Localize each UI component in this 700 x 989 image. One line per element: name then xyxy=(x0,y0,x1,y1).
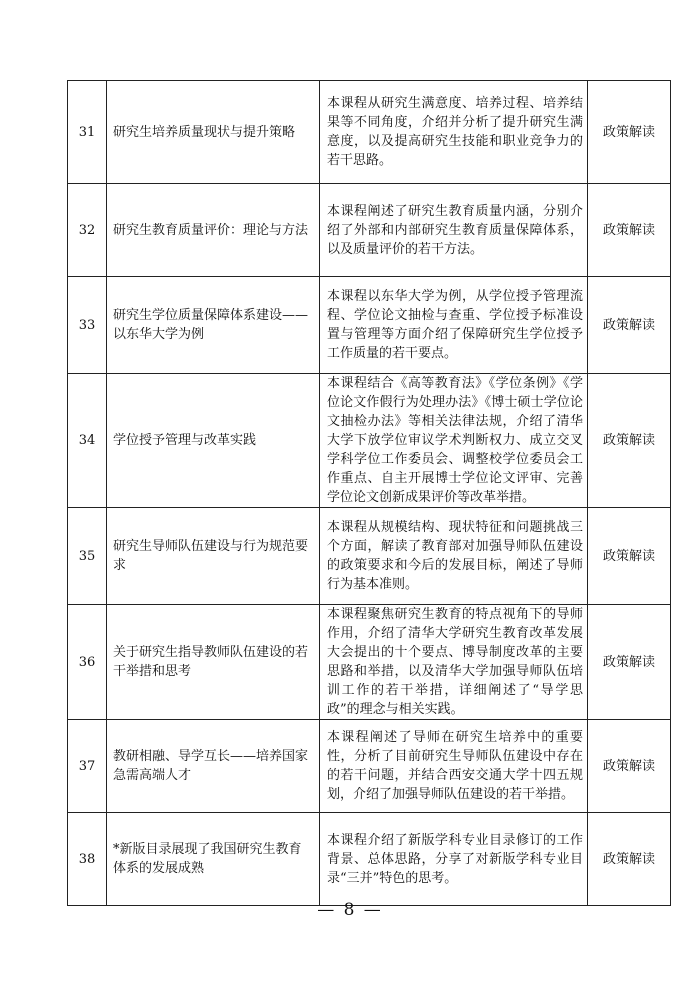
course-title: 研究生学位质量保障体系建设——以东华大学为例 xyxy=(107,277,320,374)
course-number: 38 xyxy=(68,813,107,906)
course-description: 本课程从规模结构、现状特征和问题挑战三个方面，解读了教育部对加强导师队伍建设的政策要求和今后的发展目标，阐述了导师行为基本准则。 xyxy=(320,508,588,605)
course-type: 政策解读 xyxy=(588,184,671,277)
table-row xyxy=(68,605,671,720)
course-type: 政策解读 xyxy=(588,813,671,906)
course-number: 32 xyxy=(68,184,107,277)
course-title: 学位授予管理与改革实践 xyxy=(107,374,320,508)
course-title: *新版目录展现了我国研究生教育体系的发展成熟 xyxy=(107,813,320,906)
table-row xyxy=(68,277,671,374)
table-row xyxy=(68,81,671,184)
course-title: 研究生教育质量评价：理论与方法 xyxy=(107,184,320,277)
course-number: 33 xyxy=(68,277,107,374)
course-table xyxy=(67,80,671,906)
table-row xyxy=(68,508,671,605)
course-number: 31 xyxy=(68,81,107,184)
course-description: 本课程阐述了研究生教育质量内涵，分别介绍了外部和内部研究生教育质量保障体系，以及质量评价的若干方法。 xyxy=(320,184,588,277)
course-description: 本课程介绍了新版学科专业目录修订的工作背景、总体思路，分享了对新版学科专业目录“三并”特色的思考。 xyxy=(320,813,588,906)
course-type: 政策解读 xyxy=(588,605,671,720)
course-type: 政策解读 xyxy=(588,508,671,605)
table-row xyxy=(68,184,671,277)
course-description: 本课程结合《高等教育法》《学位条例》《学位论文作假行为处理办法》《博士硕士学位论文抽检办法》等相关法律法规，介绍了清华大学下放学位审议学术判断权力、成立交叉学科学位工作委员会、调整校学位委员会工作重点、自主开展博士学位论文评审、完善学位论文创新成果评价等改革举措。 xyxy=(320,374,588,508)
course-type: 政策解读 xyxy=(588,374,671,508)
course-title: 教研相融、导学互长——培养国家急需高端人才 xyxy=(107,720,320,813)
course-description: 本课程以东华大学为例，从学位授予管理流程、学位论文抽检与查重、学位授予标准设置与管理等方面介绍了保障研究生学位授予工作质量的若干要点。 xyxy=(320,277,588,374)
course-number: 34 xyxy=(68,374,107,508)
course-type: 政策解读 xyxy=(588,81,671,184)
course-number: 36 xyxy=(68,605,107,720)
page-number: — 8 — xyxy=(317,900,383,920)
course-type: 政策解读 xyxy=(588,277,671,374)
course-title: 研究生导师队伍建设与行为规范要求 xyxy=(107,508,320,605)
course-type: 政策解读 xyxy=(588,720,671,813)
table-row xyxy=(68,720,671,813)
table-row xyxy=(68,813,671,906)
course-title: 研究生培养质量现状与提升策略 xyxy=(107,81,320,184)
course-title: 关于研究生指导教师队伍建设的若干举措和思考 xyxy=(107,605,320,720)
table-row xyxy=(68,374,671,508)
course-number: 37 xyxy=(68,720,107,813)
course-description: 本课程阐述了导师在研究生培养中的重要性，分析了目前研究生导师队伍建设中存在的若干问题，并结合西安交通大学十四五规划，介绍了加强导师队伍建设的若干举措。 xyxy=(320,720,588,813)
course-description: 本课程聚焦研究生教育的特点视角下的导师作用，介绍了清华大学研究生教育改革发展大会提出的十个要点、博导制度改革的主要思路和举措，以及清华大学加强导师队伍培训工作的若干举措，详细阐述了“导学思政”的理念与相关实践。 xyxy=(320,605,588,720)
course-number: 35 xyxy=(68,508,107,605)
course-description: 本课程从研究生满意度、培养过程、培养结果等不同角度，介绍并分析了提升研究生满意度，以及提高研究生技能和职业竞争力的若干思路。 xyxy=(320,81,588,184)
